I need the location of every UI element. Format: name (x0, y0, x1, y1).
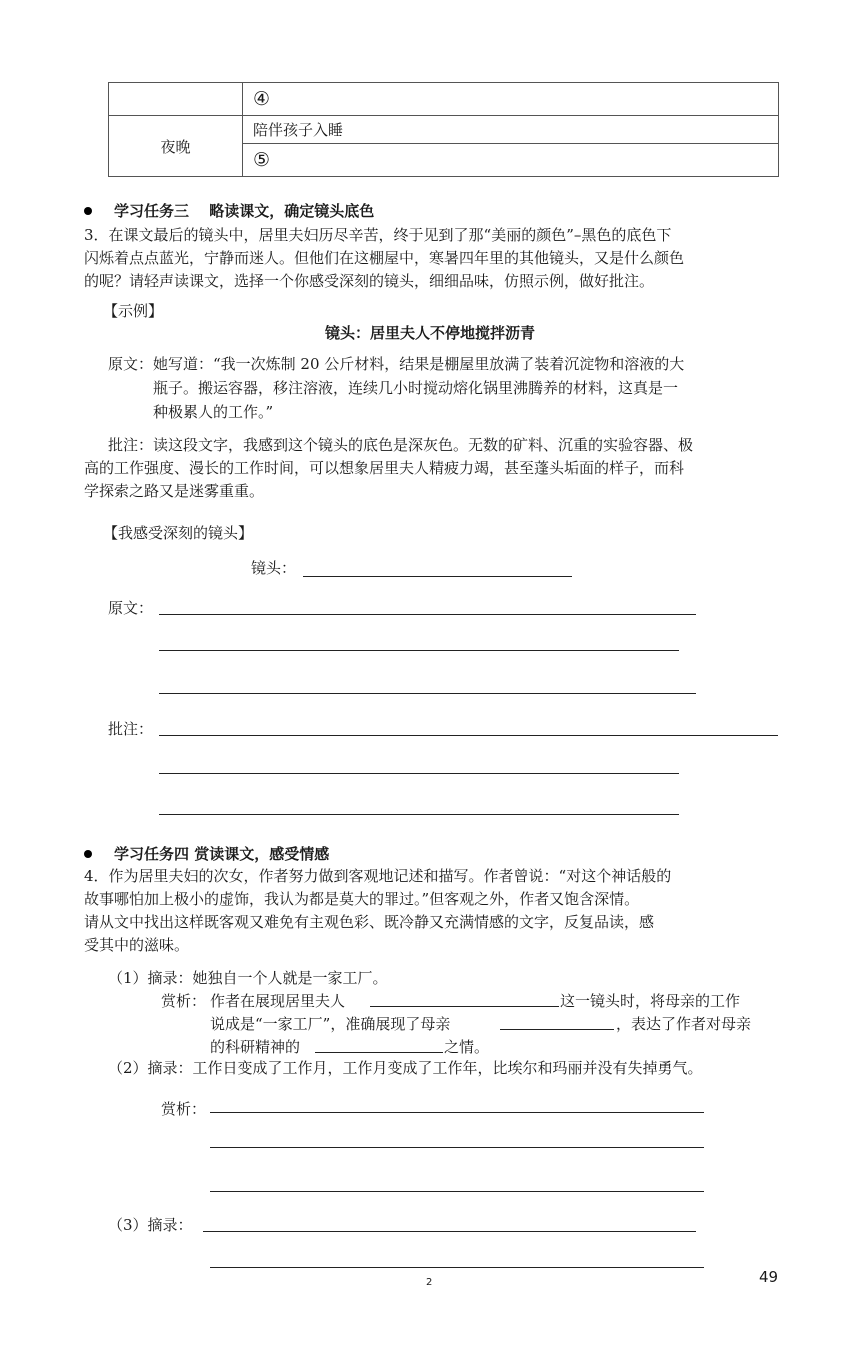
item3-excerpt: （3）摘录： (108, 1216, 193, 1234)
note-answer-line-2[interactable] (159, 773, 679, 774)
note-label-2: 批注： (108, 720, 154, 738)
task4-q-line-1: 4．作为居里夫妇的次女，作者努力做到客观地记述和描写。作者曾说：“对这个神话般的 (84, 867, 672, 885)
task3-q-line-3: 的呢？请轻声读课文，选择一个你感受深刻的镜头，细细品味，仿照示例，做好批注。 (84, 272, 655, 290)
item2-answer-line-1[interactable] (210, 1112, 704, 1113)
orig-answer-line-3[interactable] (159, 693, 696, 694)
my-shot-label: 【我感受深刻的镜头】 (103, 524, 254, 542)
item1-b2: ，表达了作者对母亲 (616, 1015, 752, 1033)
task4-heading: 学习任务四 赏读课文，感受情感 (114, 845, 330, 863)
bullet-icon (84, 207, 92, 215)
orig-label: 原文： (108, 355, 154, 373)
table-cell-5: ⑤ (243, 144, 779, 177)
note-answer-line-1[interactable] (159, 735, 778, 736)
page-number: 49 (759, 1268, 779, 1286)
example-label: 【示例】 (103, 302, 164, 320)
table-cell-bedtime: 陪伴孩子入睡 (243, 116, 779, 144)
item1-a1: 作者在展现居里夫人 (210, 992, 346, 1010)
orig-line-2: 瓶子。搬运容器，移注溶液，连续几小时搅动熔化锅里沸腾养的材料，这真是一 (153, 379, 679, 397)
item3-answer-line-1[interactable] (203, 1231, 696, 1232)
note-line-3: 学探索之路又是迷雾重重。 (84, 482, 265, 500)
note-line-1: 批注：读这段文字，我感到这个镜头的底色是深灰色。无数的矿料、沉重的实验容器、极 (108, 436, 694, 454)
orig-answer-line-1[interactable] (159, 614, 696, 615)
shot-answer-line[interactable] (303, 576, 572, 577)
item2-answer-line-3[interactable] (210, 1191, 704, 1192)
orig-label-2: 原文： (108, 599, 154, 617)
orig-answer-line-2[interactable] (159, 650, 679, 651)
item1-a2: 这一镜头时，将母亲的工作 (560, 992, 741, 1010)
item2-answer-line-2[interactable] (210, 1147, 704, 1148)
schedule-table (108, 82, 779, 177)
item1-b1: 说成是“一家工厂”，准确展现了母亲 (210, 1015, 451, 1033)
item1-anal-label: 赏析： (161, 992, 207, 1010)
item2-anal-label: 赏析： (161, 1100, 207, 1118)
task4-q-line-2: 故事哪怕加上极小的虚饰，我认为都是莫大的罪过。”但客观之外，作者又饱含深情。 (84, 890, 640, 908)
orig-line-3: 种极累人的工作。” (153, 403, 274, 421)
item1-c1: 的科研精神的 (210, 1038, 301, 1056)
item2-excerpt: （2）摘录：工作日变成了工作月，工作月变成了工作年，比埃尔和玛丽并没有失掉勇气。 (108, 1059, 703, 1077)
table-cell-4: ④ (243, 83, 779, 116)
item1-blank-3[interactable] (315, 1052, 443, 1053)
table-cell-empty (109, 83, 243, 116)
shot-label: 镜头： (251, 559, 297, 577)
orig-line-1: 她写道：“我一次炼制 20 公斤材料，结果是棚屋里放满了装着沉淀物和溶液的大 (153, 355, 685, 373)
task3-q-line-1: 3．在课文最后的镜头中，居里夫妇历尽辛苦，终于见到了那“美丽的颜色”–黑色的底色下 (84, 226, 672, 244)
task3-heading: 学习任务三 略读课文，确定镜头底色 (114, 202, 375, 220)
item1-excerpt: （1）摘录：她独自一个人就是一家工厂。 (108, 969, 388, 987)
item1-c2: 之情。 (444, 1038, 490, 1056)
example-title: 镜头：居里夫人不停地搅拌沥青 (324, 324, 535, 342)
item1-blank-2[interactable] (500, 1029, 614, 1030)
item3-answer-line-2[interactable] (210, 1267, 704, 1268)
item1-blank-1[interactable] (370, 1006, 559, 1007)
task4-q-line-4: 受其中的滋味。 (84, 936, 190, 954)
bullet-icon (84, 850, 92, 858)
footer-center-number: 2 (426, 1277, 433, 1288)
note-line-2: 高的工作强度、漫长的工作时间，可以想象居里夫人精疲力竭，甚至蓬头垢面的样子，而科 (84, 459, 685, 477)
note-answer-line-3[interactable] (159, 814, 679, 815)
table-cell-night: 夜晚 (109, 116, 243, 177)
task4-q-line-3: 请从文中找出这样既客观又难免有主观色彩、既冷静又充满情感的文字，反复品读，感 (84, 913, 655, 931)
task3-q-line-2: 闪烁着点点蓝光，宁静而迷人。但他们在这棚屋中，寒暑四年里的其他镜头，又是什么颜色 (84, 249, 685, 267)
